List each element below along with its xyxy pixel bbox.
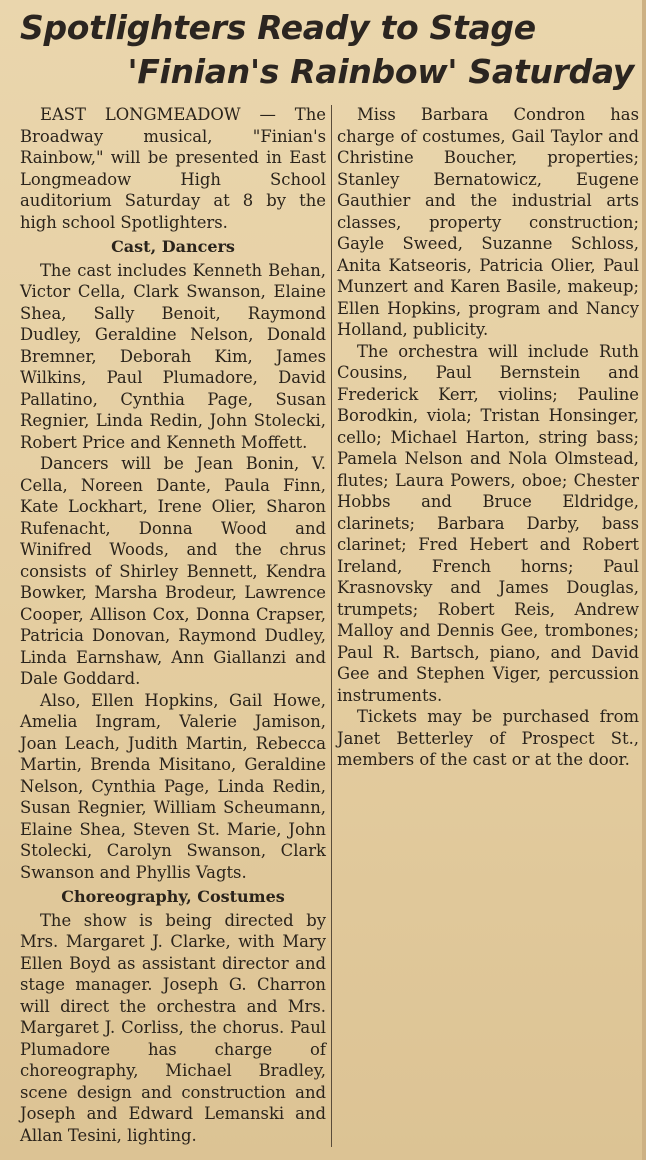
headline: [20, 6, 640, 94]
orchestra-paragraph: The orchestra will include Ruth Cousins, Paul Bernstein and Frederick Kerr, violins; Pauline Borodkin, viola; Tristan Honsinger, cello; Michael Harton, string bass; Pamela Nelson and Nola Olmstead, flutes; Laura Powers, oboe; Chester Hobbs and Bruce Eldridge, clarinets; Barbara Darby, bass clarinet; Fred Hebert and Robert Ireland, French horns; Paul Krasnovsky and James Douglas, trumpets; Robert Reis, Andrew Malloy and Dennis Gee, trombones; Paul R. Bartsch, piano, and David Gee and Stephen Viger, percussion instruments.: [337, 341, 639, 705]
also-paragraph: Also, Ellen Hopkins, Gail Howe, Amelia Ingram, Valerie Jamison, Joan Leach, Judith Martin, Rebecca Martin, Brenda Misitano, Geraldine Nelson, Cynthia Page, Linda Redin, Susan Regnier, William Scheumann, Elaine Shea, Steven St. Marie, John Stolecki, Carolyn Swanson, Clark Swanson and Phyllis Vagts.: [20, 690, 326, 882]
article-column-left: [20, 104, 326, 1146]
tickets-paragraph: Tickets may be purchased from Janet Betterley of Prospect St., members of the cast or at the door.: [337, 707, 639, 769]
directed-paragraph: The show is being directed by Mrs. Margaret J. Clarke, with Mary Ellen Boyd as assistant director and stage manager. Joseph G. Charron will direct the orchestra and Mrs. Margaret J. Corliss, the chorus. Paul Plumadore has charge of choreography, Michael Bradley, scene design and construction and Joseph and Edward Lemanski and Allan Tesini, lighting.: [20, 910, 326, 1145]
page-edge: [642, 0, 646, 1160]
costumes-paragraph: Miss Barbara Condron has charge of costumes, Gail Taylor and Christine Boucher, properties; Stanley Bernatowicz, Eugene Gauthier and the industrial arts classes, property construction; Gayle Sweed, Suzanne Schloss, Anita Katseoris, Patricia Olier, Paul Munzert and Karen Basile, makeup; Ellen Hopkins, program and Nancy Holland, publicity.: [337, 105, 639, 339]
subhead-choreography-costumes: Choreography, Costumes: [61, 887, 285, 906]
lead-paragraph: EAST LONGMEADOW — The Broadway musical, "Finian's Rainbow," will be presented in East Longmeadow High School auditorium Saturday at 8 by the high school Spotlighters.: [20, 105, 326, 232]
dancers-paragraph: Dancers will be Jean Bonin, V. Cella, Noreen Dante, Paula Finn, Kate Lockhart, Irene Olier, Sharon Rufenacht, Donna Wood and Winifred Woods, and the chrus consists of Shirley Bennett, Kendra Bowker, Marsha Brodeur, Lawrence Cooper, Allison Cox, Donna Crapser, Patricia Donovan, Raymond Dudley, Linda Earnshaw, Ann Giallanzi and Dale Goddard.: [20, 454, 326, 688]
article-column-right: [337, 104, 639, 771]
cast-paragraph: The cast includes Kenneth Behan, Victor Cella, Clark Swanson, Elaine Shea, Sally Benoit, Raymond Dudley, Geraldine Nelson, Donald Bremner, Deborah Kim, James Wilkins, Paul Plumadore, David Pallatino, Cynthia Page, Susan Regnier, Linda Redin, John Stolecki, Robert Price and Kenneth Moffett.: [20, 260, 326, 452]
subhead-cast-dancers: Cast, Dancers: [111, 237, 235, 256]
column-divider: [331, 105, 332, 1147]
headline-line-2: 'Finian's Rainbow' Saturday: [127, 52, 634, 91]
headline-line-1: Spotlighters Ready to Stage: [20, 8, 536, 47]
